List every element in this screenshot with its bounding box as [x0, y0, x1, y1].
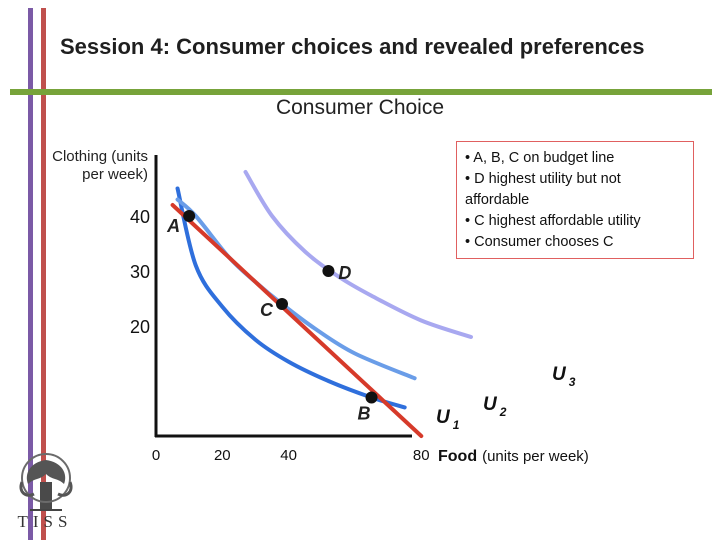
info-line: • D highest utility but not [465, 171, 621, 187]
y-axis-label: Clothing (units per week) [52, 148, 148, 183]
point-d [322, 265, 334, 277]
y-tick-label: 20 [129, 317, 150, 337]
curves-layer [173, 172, 471, 436]
x-tick-label: 40 [280, 447, 297, 464]
info-line: affordable [465, 192, 530, 208]
point-b [366, 392, 378, 404]
x-tick-label: 0 [151, 447, 161, 464]
y-tick-label: 40 [129, 207, 150, 227]
point-label-a: A [167, 216, 181, 236]
indifference-curve-u1 [178, 189, 405, 408]
curve-label-u1: U $_1$ [436, 407, 460, 432]
indifference-curve-u3 [246, 172, 471, 337]
info-line: • A, B, C on budget line [465, 150, 615, 166]
x-tick-label: 20 [213, 447, 231, 464]
slide-title: Session 4: Consumer choices and revealed preferences [60, 34, 645, 59]
logo-text: TISS [17, 512, 73, 531]
info-line: • C highest affordable utility [465, 213, 641, 229]
y-tick-label: 30 [129, 262, 150, 282]
x-tick-label: 80 [412, 447, 430, 464]
chart-title: Consumer Choice [275, 96, 445, 119]
curve-label-u3: U $_3$ [552, 364, 576, 389]
point-a [183, 210, 195, 222]
point-label-b: B [357, 403, 371, 424]
indifference-curve-u2 [178, 200, 415, 379]
x-axis-label: Food (units per week) [438, 448, 589, 465]
point-label-d: D [338, 263, 352, 283]
point-label-c: C [260, 300, 273, 320]
point-c [276, 298, 288, 310]
curve-label-u2: U $_2$ [483, 394, 507, 419]
budget-line [173, 205, 422, 436]
labels-layer [130, 207, 589, 465]
info-line: • Consumer chooses C [465, 234, 614, 250]
